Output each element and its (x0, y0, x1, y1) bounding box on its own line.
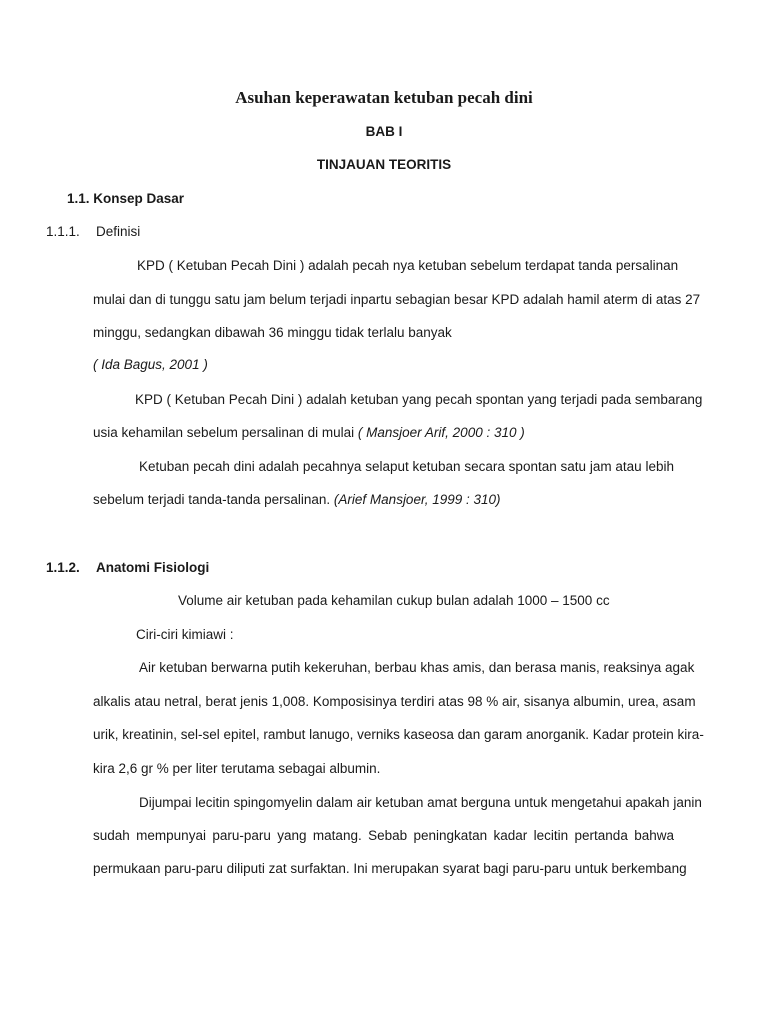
subsection-number-definisi: 1.1.1. (46, 224, 80, 239)
anatomi-p2-line3: permukaan paru-paru diliputi zat surfaktan. Ini merupakan syarat bagi paru-paru untuk berkembang (93, 861, 687, 876)
anatomi-volume-line: Volume air ketuban pada kehamilan cukup bulan adalah 1000 – 1500 cc (178, 593, 610, 608)
subsection-label-anatomi: Anatomi Fisiologi (96, 560, 210, 575)
definisi-p1-line2: mulai dan di tunggu satu jam belum terjadi inpartu sebagian besar KPD adalah hamil aterm di atas 27 (93, 292, 701, 307)
definisi-p3-line2-text: sebelum terjadi tanda-tanda persalinan. (93, 492, 331, 507)
section-heading-konsep-dasar: 1.1. Konsep Dasar (67, 191, 185, 206)
definisi-p3-citation: (Arief Mansjoer, 1999 : 310) (333, 492, 501, 507)
definisi-p3-line2 (93, 492, 501, 507)
subsection-number-anatomi: 1.1.2. (46, 560, 80, 575)
definisi-p1-line1: KPD ( Ketuban Pecah Dini ) adalah pecah nya ketuban sebelum terdapat tanda persalinan (137, 258, 679, 273)
definisi-p3-line1: Ketuban pecah dini adalah pecahnya selaput ketuban secara spontan satu jam atau lebih (139, 459, 674, 474)
anatomi-p1-line3: urik, kreatinin, sel-sel epitel, rambut lanugo, verniks kaseosa dan garam anorganik. Kadar protein kira- (93, 727, 704, 742)
anatomi-p2-line1: Dijumpai lecitin spingomyelin dalam air ketuban amat berguna untuk mengetahui apakah janin (139, 795, 702, 810)
anatomi-p1-line1: Air ketuban berwarna putih kekeruhan, berbau khas amis, dan berasa manis, reaksinya agak (139, 660, 695, 675)
anatomi-ciri-heading: Ciri-ciri kimiawi : (136, 627, 234, 642)
anatomi-p2-line2: sudah mempunyai paru-paru yang matang. Sebab peningkatan kadar lecitin pertanda bahwa (93, 828, 674, 843)
document-title: Asuhan keperawatan ketuban pecah dini (235, 88, 533, 107)
definisi-p2-citation: ( Mansjoer Arif, 2000 : 310 ) (357, 425, 525, 440)
definisi-p2-line1: KPD ( Ketuban Pecah Dini ) adalah ketuban yang pecah spontan yang terjadi pada sembarang (135, 392, 703, 407)
anatomi-p1-line2: alkalis atau netral, berat jenis 1,008. Komposisinya terdiri atas 98 % air, sisanya albumin, urea, asam (93, 694, 696, 709)
chapter-title: TINJAUAN TEORITIS (316, 157, 452, 172)
subsection-label-definisi: Definisi (96, 224, 141, 239)
definisi-p1-citation: ( Ida Bagus, 2001 ) (93, 357, 208, 372)
chapter-label: BAB I (365, 124, 403, 139)
definisi-p1-line3: minggu, sedangkan dibawah 36 minggu tidak terlalu banyak (93, 325, 452, 340)
definisi-p2-line2-text: usia kehamilan sebelum persalinan di mulai (93, 425, 355, 440)
anatomi-p1-line4: kira 2,6 gr % per liter terutama sebagai albumin. (93, 761, 381, 776)
definisi-p2-line2 (93, 425, 525, 440)
